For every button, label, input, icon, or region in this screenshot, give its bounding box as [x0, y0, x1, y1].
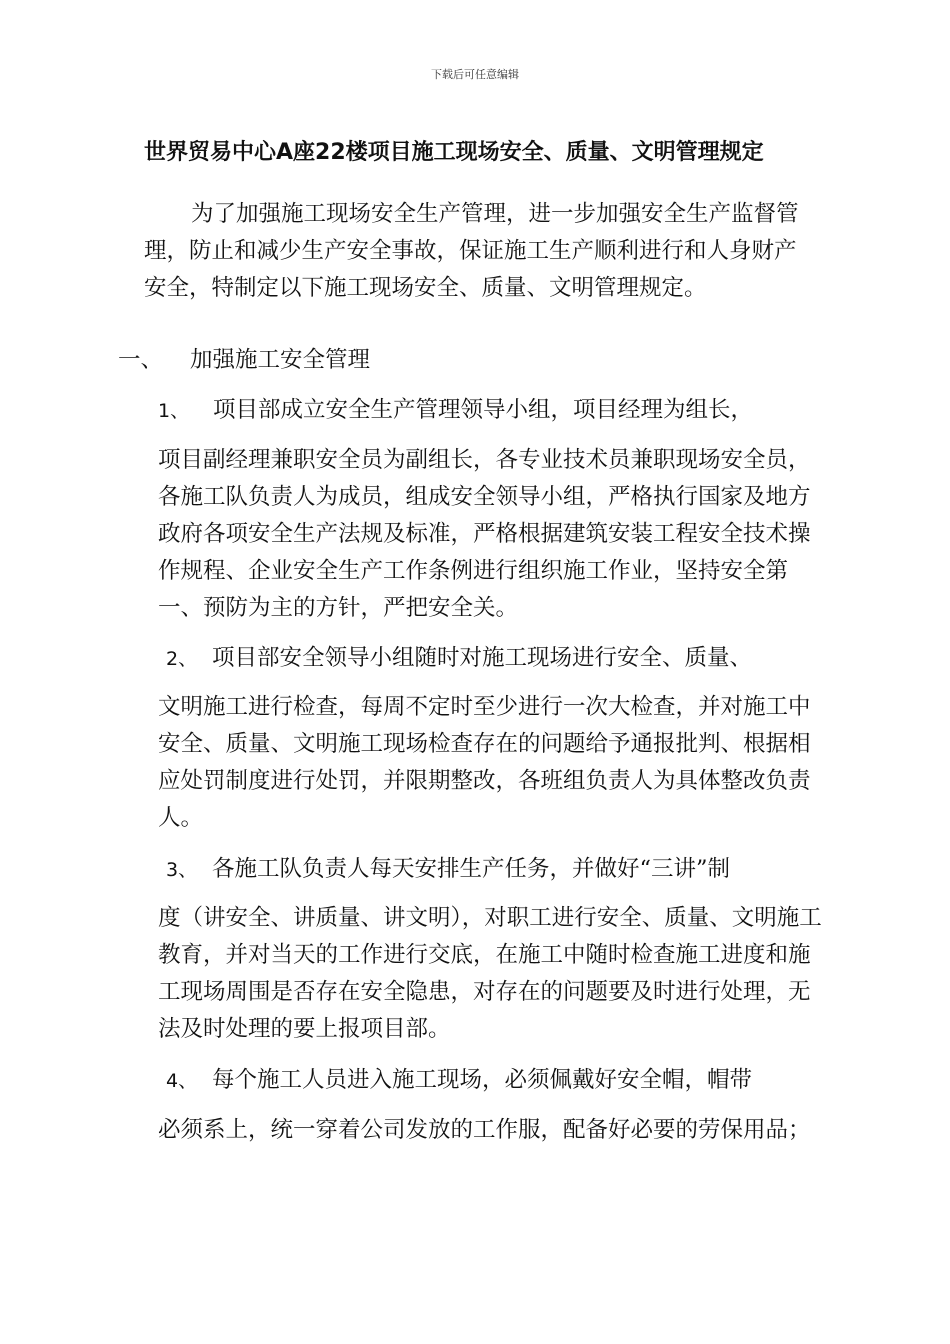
item-1-head — [158, 392, 753, 430]
item-4-number: 4、 — [166, 1070, 198, 1092]
intro-paragraph: 为了加强施工现场安全生产管理，进一步加强安全生产监督管理，防止和减少生产安全事故，保证施工生产顺利进行和人身财产安全，特制定以下施工现场安全、质量、文明管理规定。 — [144, 201, 799, 301]
section-number: 一、 — [118, 347, 164, 373]
item-3-head — [166, 851, 730, 889]
item-2-head-text: 项目部安全领导小组随时对施工现场进行安全、质量、 — [212, 645, 753, 671]
item-2-number: 2、 — [166, 648, 198, 670]
item-4-head — [166, 1062, 752, 1100]
item-1-body: 项目副经理兼职安全员为副组长，各专业技术员兼职现场安全员，各施工队负责人为成员，组成安全领导小组，严格执行国家及地方政府各项安全生产法规及标准，严格根据建筑安装工程安全技术操作规程、企业安全生产工作条例进行组织施工作业，坚持安全第一、预防为主的方针，严把安全关。 — [158, 447, 811, 621]
item-2-body: 文明施工进行检查，每周不定时至少进行一次大检查，并对施工中安全、质量、文明施工现场检查存在的问题给予通报批判、根据相应处罚制度进行处罚，并限期整改，各班组负责人为具体整改负责人。 — [158, 694, 811, 831]
item-4-body: 必须系上，统一穿着公司发放的工作服，配备好必要的劳保用品； — [158, 1117, 811, 1143]
item-3-head-text: 各施工队负责人每天安排生产任务，并做好“三讲”制 — [212, 856, 731, 882]
section-title: 加强施工安全管理 — [190, 347, 371, 373]
item-2-head — [166, 640, 752, 678]
item-1-number: 1、 — [158, 400, 190, 422]
item-3-number: 3、 — [166, 859, 198, 881]
page-header: 下载后可任意编辑 — [431, 68, 519, 81]
item-4-head-text: 每个施工人员进入施工现场，必须佩戴好安全帽，帽带 — [212, 1067, 753, 1093]
section-heading — [118, 342, 370, 379]
document-title: 世界贸易中心A座22楼项目施工现场安全、质量、文明管理规定 — [144, 140, 764, 165]
item-3-body: 度（讲安全、讲质量、讲文明），对职工进行安全、质量、文明施工教育，并对当天的工作进行交底，在施工中随时检查施工进度和施工现场周围是否存在安全隐患，对存在的问题要及时进行处理，无法及时处理的要上报项目部。 — [158, 905, 822, 1042]
item-1-head-text: 项目部成立安全生产管理领导小组，项目经理为组长， — [213, 397, 754, 423]
